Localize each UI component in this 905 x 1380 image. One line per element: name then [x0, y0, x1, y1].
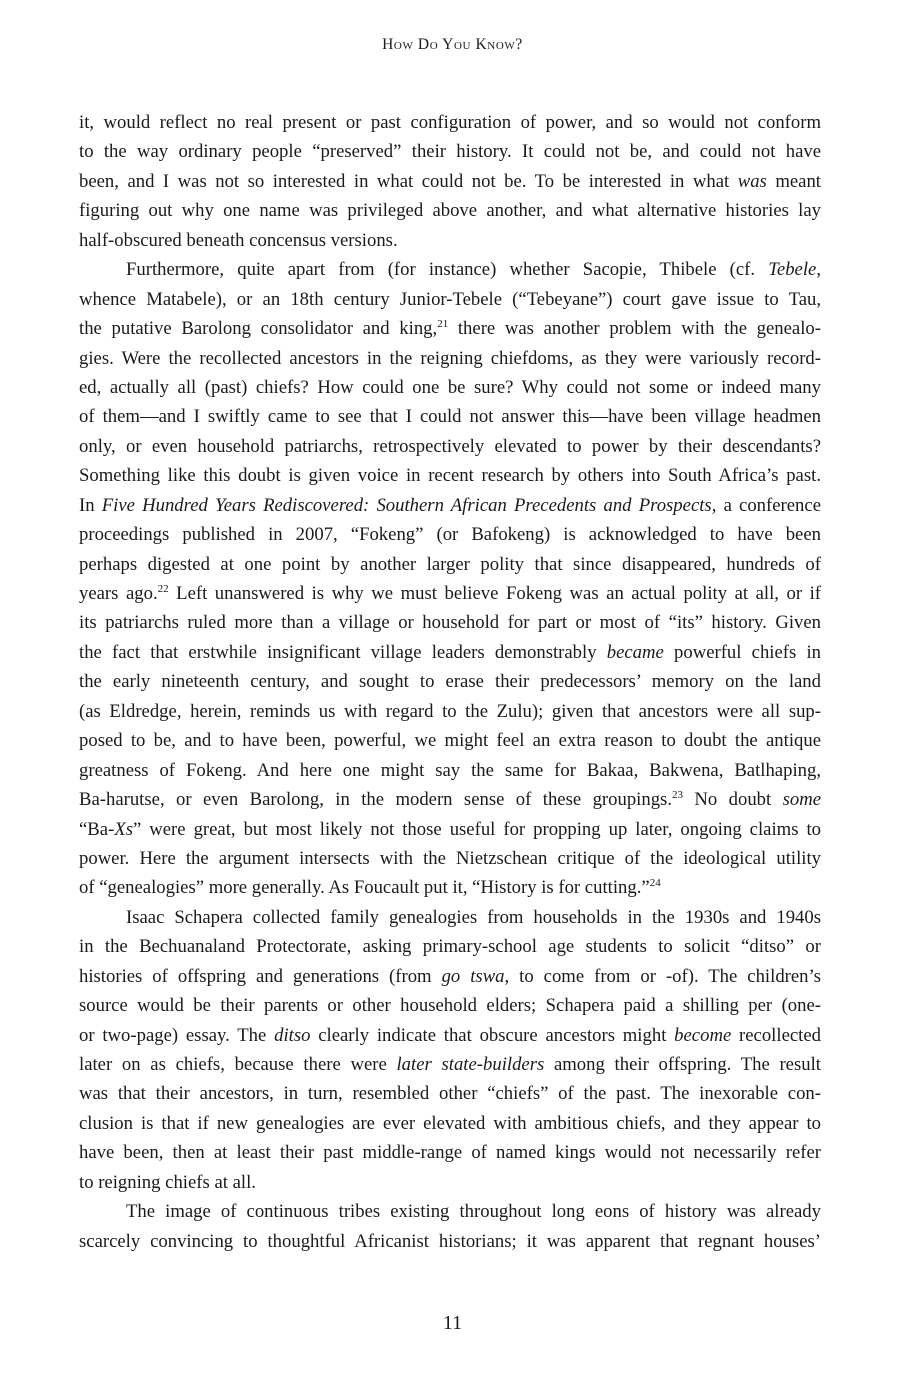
text-run: “Ba- — [79, 818, 115, 840]
text-run: source would be their parents or other household elders; Schapera paid a shilling per (one- — [79, 995, 821, 1017]
italic-text: become — [674, 1024, 732, 1046]
italic-text: go tswa — [441, 965, 505, 987]
text-line — [79, 373, 821, 402]
text-run: the fact that erstwhile insignificant village leaders demonstrably — [79, 641, 607, 663]
text-run: Something like this doubt is given voice in recent research by others into South Africa’s past. — [79, 465, 821, 487]
text-line — [79, 432, 821, 461]
text-line — [79, 1109, 821, 1138]
text-line — [79, 815, 821, 844]
text-line — [79, 550, 821, 579]
text-run: been, and I was not so interested in what could not be. To be interested in what — [79, 170, 738, 192]
text-run: Isaac Schapera collected family genealogies from households in the 1930s and 1940s — [126, 906, 821, 928]
text-run: scarcely convincing to thoughtful Africanist historians; it was apparent that regnant houses’ — [79, 1230, 821, 1252]
text-run: of “genealogies” more generally. As Foucault put it, “History is for cutting.” — [79, 877, 650, 899]
text-line — [79, 1050, 821, 1079]
text-line — [79, 196, 821, 225]
italic-text: was — [737, 170, 767, 192]
text-run: among their offspring. The result — [544, 1054, 821, 1075]
text-line — [79, 108, 821, 137]
text-line — [79, 903, 821, 932]
text-run: in the Bechuanaland Protectorate, asking primary-school age students to solicit “ditso” or — [79, 936, 821, 958]
text-run: gies. Were the recollected ancestors in the reigning chiefdoms, as they were variously record- — [79, 347, 821, 369]
text-run: , a conference — [711, 494, 821, 516]
text-run: (as Eldredge, herein, reminds us with regard to the Zulu); given that ancestors were all sup- — [79, 700, 821, 722]
text-line — [79, 785, 821, 814]
text-run: there was another problem with the genealo- — [448, 318, 821, 340]
text-run: only, or even household patriarchs, retrospectively elevated to power by their descendants? — [79, 435, 821, 457]
text-line — [79, 402, 821, 431]
text-run: it, would reflect no real present or past configuration of power, and so would not conform — [79, 112, 821, 133]
text-run: to the way ordinary people “preserved” their history. It could not be, and could not have — [79, 141, 821, 163]
paragraph — [79, 108, 821, 255]
text-line — [79, 932, 821, 961]
text-run: meant — [766, 170, 821, 192]
paragraph — [79, 255, 821, 903]
text-run: histories of offspring and generations (from — [79, 965, 442, 987]
text-line — [79, 667, 821, 696]
text-run: Furthermore, quite apart from (for instance) whether Sacopie, Thibele (cf. — [126, 259, 769, 281]
paragraph — [79, 903, 821, 1197]
footnote-ref: 24 — [649, 877, 661, 890]
text-line — [79, 491, 821, 520]
text-run: have been, then at least their past middle-range of named kings would not necessarily refer — [79, 1142, 821, 1164]
italic-text: Five Hundred Years Rediscovered: Southern African Precedents and Prospects — [101, 494, 712, 516]
italic-text: Xs — [114, 818, 133, 840]
text-run: figuring out why one name was privileged above another, and what alternative histories lay — [79, 200, 821, 222]
text-run: ” were great, but most likely not those useful for propping up later, ongoing claims to — [132, 818, 821, 840]
text-run: Left unanswered is why we must believe Fokeng was an actual polity at all, or if — [168, 583, 821, 604]
italic-text: ditso — [274, 1024, 311, 1046]
text-run: , — [816, 259, 821, 281]
text-run: No doubt — [683, 789, 783, 811]
text-run: The image of continuous tribes existing throughout long eons of history was already — [126, 1201, 821, 1223]
text-run: of them—and I swiftly came to see that I could not answer this—have been village headmen — [79, 406, 821, 428]
paragraph — [79, 1197, 821, 1256]
text-run: greatness of Fokeng. And here one might say the same for Bakaa, Bakwena, Batlhaping, — [79, 759, 821, 781]
text-line — [79, 1021, 821, 1050]
text-run: proceedings published in 2007, “Fokeng” (or Bafokeng) is acknowledged to have been — [79, 524, 821, 546]
page-number: 11 — [442, 1312, 463, 1334]
text-line — [79, 167, 821, 196]
text-line — [79, 285, 821, 314]
text-run: powerful chiefs in — [663, 641, 821, 663]
text-line — [79, 638, 821, 667]
text-line — [79, 991, 821, 1020]
text-run: or two-page) essay. The — [79, 1024, 275, 1046]
text-run: was that their ancestors, in turn, resembled other “chiefs” of the past. The inexorable con- — [79, 1083, 821, 1105]
text-line — [79, 726, 821, 755]
text-line — [79, 1168, 821, 1197]
text-line — [79, 137, 821, 166]
text-run: In — [79, 494, 102, 516]
text-line — [79, 255, 821, 284]
text-run: Ba-harutse, or even Barolong, in the modern sense of these groupings. — [79, 789, 672, 811]
italic-text: became — [606, 641, 664, 663]
footnote-ref: 23 — [672, 789, 683, 802]
text-run: half-obscured beneath concensus versions. — [79, 229, 398, 251]
text-line — [79, 1079, 821, 1108]
text-line — [79, 1227, 821, 1256]
italic-text: Tebele — [768, 259, 817, 281]
text-line — [79, 461, 821, 490]
text-line — [79, 1197, 821, 1226]
text-run: perhaps digested at one point by another larger polity that since disappeared, hundreds of — [79, 553, 821, 575]
text-line — [79, 520, 821, 549]
text-line — [79, 697, 821, 726]
page-body — [79, 108, 821, 1256]
footnote-ref: 22 — [157, 583, 169, 595]
text-run: recollected — [731, 1024, 821, 1046]
text-run: ed, actually all (past) chiefs? How could one be sure? Why could not some or indeed many — [79, 376, 821, 398]
text-line — [79, 226, 821, 255]
text-run: whence Matabele), or an 18th century Junior-Tebele (“Tebeyane”) court gave issue to Tau, — [79, 288, 821, 310]
text-line — [79, 873, 821, 902]
text-line — [79, 314, 821, 343]
text-line — [79, 844, 821, 873]
text-line — [79, 608, 821, 637]
text-run: its patriarchs ruled more than a village or household for part or most of “its” history. Given — [79, 612, 821, 634]
text-run: the early nineteenth century, and sought to erase their predecessors’ memory on the land — [79, 671, 821, 693]
italic-text: some — [782, 789, 822, 811]
text-line — [79, 579, 821, 608]
text-run: power. Here the argument intersects with the Nietzschean critique of the ideological utility — [79, 847, 821, 869]
italic-text: later state-builders — [396, 1054, 545, 1075]
text-run: later on as chiefs, because there were — [79, 1054, 397, 1075]
text-line — [79, 756, 821, 785]
text-line — [79, 344, 821, 373]
text-run: the putative Barolong consolidator and king, — [79, 318, 438, 340]
text-line — [79, 1138, 821, 1167]
text-run: , to come from or -of). The children’s — [504, 965, 821, 987]
text-run: clearly indicate that obscure ancestors might — [310, 1024, 675, 1046]
text-run: posed to be, and to have been, powerful, we might feel an extra reason to doubt the antique — [79, 730, 821, 752]
running-header: How Do You Know? — [382, 36, 523, 53]
text-run: to reigning chiefs at all. — [79, 1171, 256, 1193]
text-line — [79, 962, 821, 991]
text-run: years ago. — [79, 583, 158, 604]
footnote-ref: 21 — [437, 318, 449, 331]
text-run: clusion is that if new genealogies are ever elevated with ambitious chiefs, and they appear to — [79, 1112, 821, 1134]
